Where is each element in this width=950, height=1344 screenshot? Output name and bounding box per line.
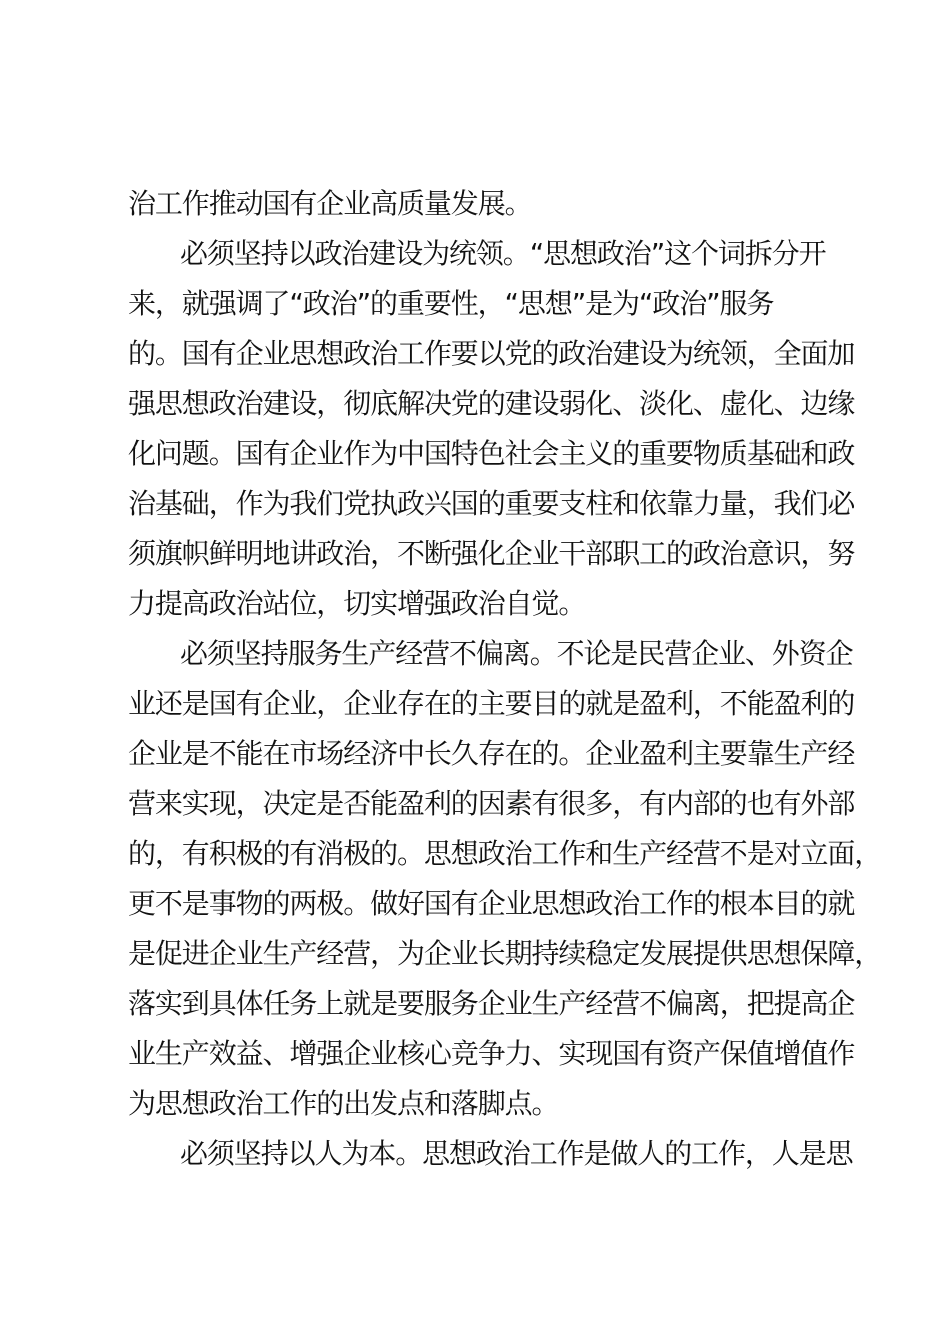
text-line: 强思想政治建设，彻底解决党的建设弱化、淡化、虚化、边缘 xyxy=(128,387,855,420)
paragraph-start-line: 必须坚持以人为本。思想政治工作是做人的工作，人是思 xyxy=(180,1137,853,1170)
text-line: 治基础，作为我们党执政兴国的重要支柱和依靠力量，我们必 xyxy=(128,487,855,520)
paragraph-start-line: 必须坚持服务生产经营不偏离。不论是民营企业、外资企 xyxy=(180,637,853,670)
text-line: 业生产效益、增强企业核心竞争力、实现国有资产保值增值作 xyxy=(128,1037,855,1070)
text-line: 营来实现，决定是否能盈利的因素有很多，有内部的也有外部 xyxy=(128,787,855,820)
text-line: 化问题。国有企业作为中国特色社会主义的重要物质基础和政 xyxy=(128,437,855,470)
text-line: 的，有积极的有消极的。思想政治工作和生产经营不是对立面， xyxy=(128,837,882,870)
text-line: 来，就强调了“政治”的重要性，“思想”是为“政治”服务 xyxy=(128,287,774,320)
text-line: 更不是事物的两极。做好国有企业思想政治工作的根本目的就 xyxy=(128,887,855,920)
paragraph-start-line: 必须坚持以政治建设为统领。“思想政治”这个词拆分开 xyxy=(180,237,826,270)
text-line: 力提高政治站位，切实增强政治自觉。 xyxy=(128,587,586,620)
text-line: 为思想政治工作的出发点和落脚点。 xyxy=(128,1087,559,1120)
text-line: 落实到具体任务上就是要服务企业生产经营不偏离，把提高企 xyxy=(128,987,855,1020)
text-line: 企业是不能在市场经济中长久存在的。企业盈利主要靠生产经 xyxy=(128,737,855,770)
text-line: 须旗帜鲜明地讲政治，不断强化企业干部职工的政治意识，努 xyxy=(128,537,855,570)
text-line: 治工作推动国有企业高质量发展。 xyxy=(128,187,532,220)
text-line: 业还是国有企业，企业存在的主要目的就是盈利，不能盈利的 xyxy=(128,687,855,720)
text-line: 是促进企业生产经营，为企业长期持续稳定发展提供思想保障， xyxy=(128,937,882,970)
text-line: 的。国有企业思想政治工作要以党的政治建设为统领，全面加 xyxy=(128,337,855,370)
